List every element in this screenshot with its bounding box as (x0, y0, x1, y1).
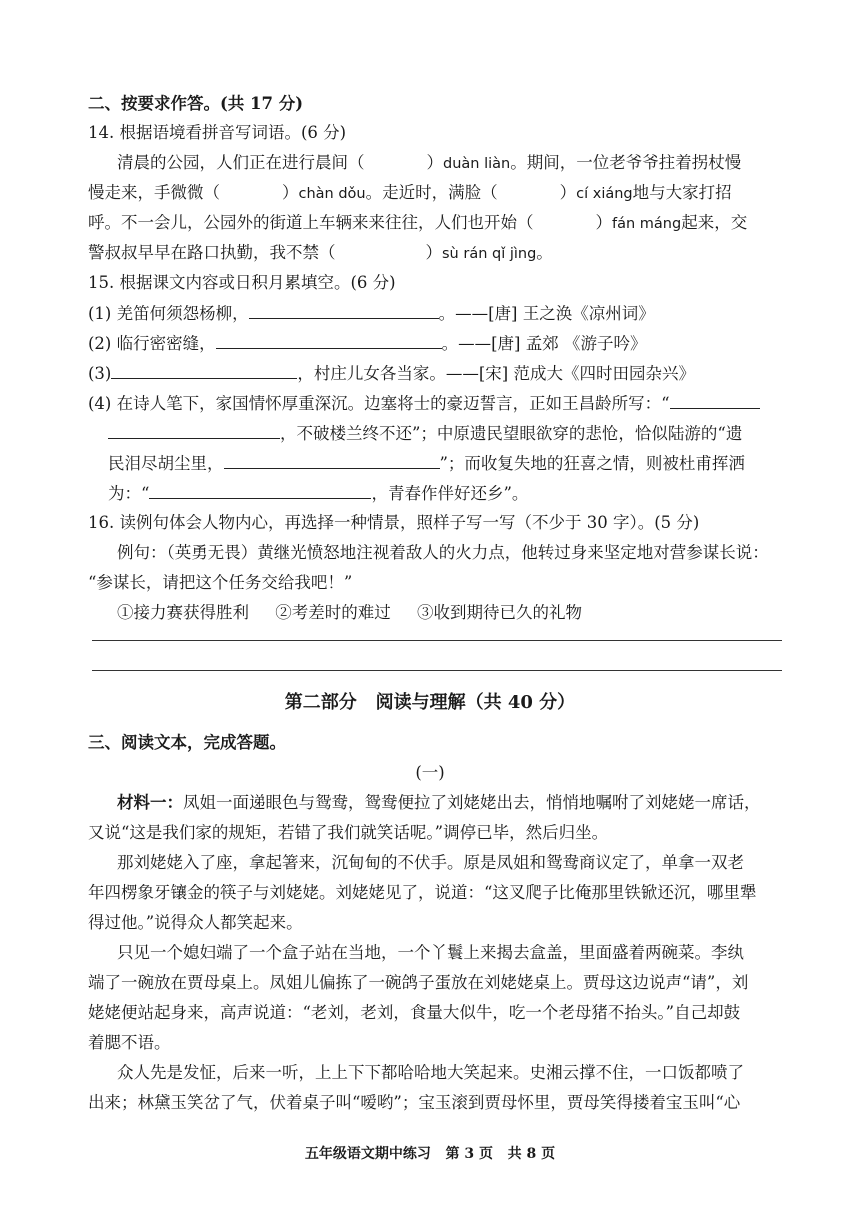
paragraph-2-line-2: 年四楞象牙镶金的筷子与刘姥姥。刘姥姥见了，说道：“这叉爬子比俺那里铁锨还沉，哪里犟 (88, 883, 757, 902)
answer-blank[interactable] (224, 451, 440, 469)
text: 民泪尽胡尘里， (108, 454, 224, 473)
paragraph-2-line-3: 得过他。”说得众人都笑起来。 (88, 913, 303, 932)
q16-options: ①接力赛获得胜利 ②考差时的难过 ③收到期待已久的礼物 (117, 603, 582, 622)
section-heading: 二、按要求作答。(共 17 分) (88, 94, 304, 113)
q14-line-2 (88, 181, 788, 206)
answer-blank[interactable] (108, 421, 280, 439)
q16-example-line-1: 例句：（英勇无畏）黄继光愤怒地注视着敌人的火力点，他转过身来坚定地对营参谋长说： (117, 543, 769, 562)
answer-blank[interactable] (249, 301, 439, 319)
text: ） (425, 243, 442, 262)
text: 起来，交 (681, 213, 748, 232)
answer-line[interactable] (92, 640, 782, 641)
text: (2) 临行密密缝， (88, 334, 216, 353)
text: 为：“ (108, 484, 150, 503)
material-label: 材料一： (117, 793, 183, 812)
answer-blank[interactable] (111, 361, 297, 379)
part-2-title: 第二部分 阅读与理解（共 40 分） (284, 692, 576, 713)
pinyin: fán máng (612, 216, 682, 232)
paragraph-3-line-4: 着腮不语。 (88, 1033, 171, 1052)
answer-blank[interactable] (149, 481, 371, 499)
question-15-title: 15. 根据课文内容或日积月累填空。(6 分) (88, 273, 396, 292)
q14-line-3 (88, 211, 788, 236)
text: 。期间，一位老爷爷拄着拐杖慢 (510, 153, 742, 172)
text: (4) 在诗人笔下，家国情怀厚重深沉。边塞将士的豪迈誓言，正如王昌龄所写：“ (88, 394, 670, 413)
answer-blank[interactable] (216, 331, 442, 349)
answer-line[interactable] (92, 670, 782, 671)
q15-item-4-line-4 (108, 481, 808, 506)
pinyin: duàn liàn (443, 156, 511, 172)
paragraph-2-line-1: 那刘姥姥入了座，拿起箸来，沉甸甸的不伏手。原是凤姐和鸳鸯商议定了，单拿一双老 (117, 853, 744, 872)
pinyin: sù rán qǐ jìng (442, 246, 537, 262)
q14-line-1 (117, 151, 817, 176)
text: 慢走来，手微微（ (88, 183, 220, 202)
q15-item-3 (88, 361, 788, 386)
paragraph-1-line-1 (117, 791, 817, 815)
text: 呼。不一会儿，公园外的街道上车辆来来往往，人们也开始（ (88, 213, 534, 232)
question-16-title: 16. 读例句体会人物内心，再选择一种情景，照样子写一写（不少于 30 字）。(5 分) (88, 513, 700, 532)
text: ，村庄儿女各当家。——[宋] 范成大《四时田园杂兴》 (297, 364, 695, 383)
pinyin: cí xiáng (576, 186, 633, 202)
text: 凤姐一面递眼色与鸳鸯，鸳鸯便拉了刘姥姥出去，悄悄地嘱咐了刘姥姥一席话， (183, 793, 761, 812)
text: ，不破楼兰终不还”；中原遗民望眼欲穿的悲怆，恰似陆游的“遗 (280, 424, 743, 443)
q15-item-1 (88, 301, 788, 326)
paragraph-3-line-3: 姥姥便站起身来，高声说道：“老刘，老刘，食量大似牛，吃一个老母猪不抬头。”自己却鼓 (88, 1003, 741, 1022)
text: 警叔叔早早在路口执勤，我不禁（ (88, 243, 336, 262)
q15-item-4-line-2 (108, 421, 808, 446)
text: ） (282, 183, 299, 202)
q15-item-4-line-3 (108, 451, 808, 476)
text: 。——[唐] 王之涣《凉州词》 (438, 304, 655, 323)
page-footer: 五年级语文期中练习 第 3 页 共 8 页 (304, 1146, 556, 1162)
q15-item-4-line-1 (88, 391, 788, 416)
question-14-title: 14. 根据语境看拼音写词语。(6 分) (88, 123, 347, 142)
text: 清晨的公园，人们正在进行晨间（ (117, 153, 365, 172)
q15-item-2 (88, 331, 788, 356)
text: 。 (536, 243, 553, 262)
section-3-heading: 三、阅读文本，完成答题。 (88, 733, 286, 752)
text: ） (426, 153, 443, 172)
pinyin: chàn dǒu (298, 186, 366, 202)
text: (1) 羌笛何须怨杨柳， (88, 304, 249, 323)
text: (3) (88, 364, 112, 383)
paragraph-3-line-1: 只见一个媳妇端了一个盒子站在当地，一个丫鬟上来揭去盒盖，里面盛着两碗菜。李纨 (117, 943, 744, 962)
text: 地与大家打招 (632, 183, 732, 202)
paragraph-4-line-2: 出来；林黛玉笑岔了气，伏着桌子叫“嗳哟”；宝玉滚到贾母怀里，贾母笑得搂着宝玉叫“心 (88, 1093, 741, 1112)
answer-blank[interactable] (670, 391, 760, 409)
text: ，青春作伴好还乡”。 (371, 484, 529, 503)
text: ） (595, 213, 612, 232)
subsection-label: (一) (415, 763, 445, 782)
paragraph-1-line-2: 又说“这是我们家的规矩，若错了我们就笑话呢。”调停已毕，然后归坐。 (88, 823, 609, 842)
text: 。——[唐] 孟郊 《游子吟》 (441, 334, 647, 353)
q16-example-line-2: “参谋长，请把这个任务交给我吧！” (88, 573, 353, 592)
paragraph-4-line-1: 众人先是发怔，后来一听，上上下下都哈哈地大笑起来。史湘云撑不住，一口饭都喷了 (117, 1063, 744, 1082)
text: ”；而收复失地的狂喜之情，则被杜甫挥洒 (439, 454, 745, 473)
paragraph-3-line-2: 端了一碗放在贾母桌上。凤姐儿偏拣了一碗鸽子蛋放在刘姥姥桌上。贾母这边说声“请”，刘 (88, 973, 749, 992)
text: 。走近时，满脸（ (365, 183, 498, 202)
text: ） (559, 183, 577, 202)
q14-line-4 (88, 241, 788, 266)
